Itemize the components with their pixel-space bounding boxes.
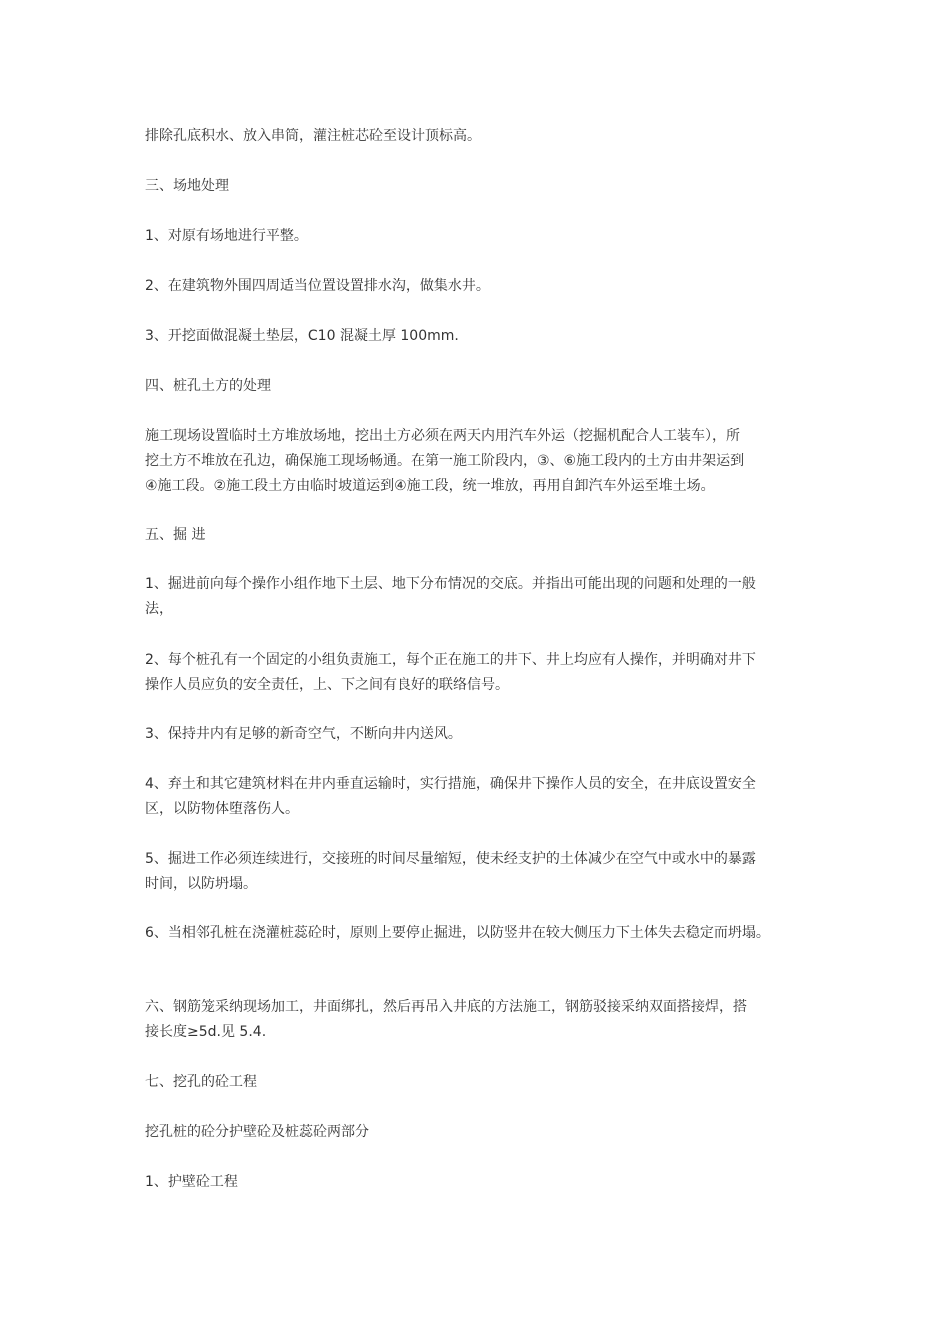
- text-line: 操作人员应负的安全责任，上、下之间有良好的联络信号。: [145, 677, 509, 693]
- heading-site-treatment: [145, 174, 817, 199]
- text-line: 五、掘 进: [145, 527, 206, 543]
- heading-retaining-wall-concrete: [145, 1170, 817, 1195]
- paragraph-excavation-item-1: [145, 572, 817, 622]
- paragraph-pour-core-concrete: [145, 124, 817, 149]
- paragraph-excavation-item-2: [145, 648, 817, 698]
- paragraph-concrete-parts: [145, 1120, 817, 1145]
- heading-concrete-works: [145, 1070, 817, 1095]
- text-line: 5、掘进工作必须连续进行，交接班的时间尽量缩短，使未经支护的土体减少在空气中或水中的暴露: [145, 851, 756, 867]
- paragraph-excavation-item-3: [145, 722, 817, 747]
- text-line: 六、钢筋笼采纳现场加工，井面绑扎，然后再吊入井底的方法施工，钢筋驳接采纳双面搭接焊，搭: [145, 999, 747, 1015]
- text-line: 三、场地处理: [145, 178, 229, 194]
- paragraph-site-item-1: [145, 224, 817, 249]
- text-line: 1、对原有场地进行平整。: [145, 228, 308, 244]
- text-line: 1、掘进前向每个操作小组作地下土层、地下分布情况的交底。并指出可能出现的问题和处理的一般: [145, 576, 756, 592]
- paragraph-excavation-item-4: [145, 772, 817, 822]
- text-line: 1、护壁砼工程: [145, 1174, 238, 1190]
- text-line: 时间，以防坍塌。: [145, 876, 257, 892]
- text-line: 四、桩孔土方的处理: [145, 378, 271, 394]
- paragraph-earthwork-body: [145, 424, 817, 499]
- paragraph-excavation-item-5: [145, 847, 817, 897]
- text-line: 排除孔底积水、放入串筒，灌注桩芯砼至设计顶标高。: [145, 128, 481, 144]
- text-line: 2、每个桩孔有一个固定的小组负责施工，每个正在施工的井下、井上均应有人操作，并明确对井下: [145, 652, 756, 668]
- text-line: 挖土方不堆放在孔边，确保施工现场畅通。在第一施工阶段内，③、⑥施工段内的土方由井架运到: [145, 453, 745, 469]
- text-line: 七、挖孔的砼工程: [145, 1074, 257, 1090]
- text-line: ④施工段。②施工段土方由临时坡道运到④施工段，统一堆放，再用自卸汽车外运至堆土场。: [145, 478, 715, 494]
- text-line: 3、开挖面做混凝土垫层，C10 混凝土厚 100mm.: [145, 328, 459, 344]
- text-line: 挖孔桩的砼分护壁砼及桩蕊砼两部分: [145, 1124, 369, 1140]
- text-line: 区，以防物体堕落伤人。: [145, 801, 299, 817]
- text-line: 4、弃土和其它建筑材料在井内垂直运输时，实行措施，确保井下操作人员的安全，在井底设置安全: [145, 776, 756, 792]
- paragraph-site-item-3: [145, 324, 817, 349]
- document-page: [145, 0, 817, 1344]
- text-line: 6、当相邻孔桩在浇灌桩蕊砼时，原则上要停止掘进，以防竖井在较大侧压力下土体失去稳定而坍塌。: [145, 925, 770, 941]
- paragraph-rebar-cage: [145, 995, 817, 1045]
- text-line: 2、在建筑物外围四周适当位置设置排水沟，做集水井。: [145, 278, 490, 294]
- text-line: 3、保持井内有足够的新奇空气，不断向井内送风。: [145, 726, 462, 742]
- text-line: 接长度≥5d.见 5.4.: [145, 1024, 267, 1040]
- text-line: 法，: [145, 601, 173, 617]
- text-line: 施工现场设置临时土方堆放场地，挖出土方必须在两天内用汽车外运（挖掘机配合人工装车），所: [145, 428, 740, 444]
- paragraph-site-item-2: [145, 274, 817, 299]
- heading-excavation: [145, 523, 817, 548]
- heading-earthwork: [145, 374, 817, 399]
- paragraph-excavation-item-6: [145, 921, 817, 946]
